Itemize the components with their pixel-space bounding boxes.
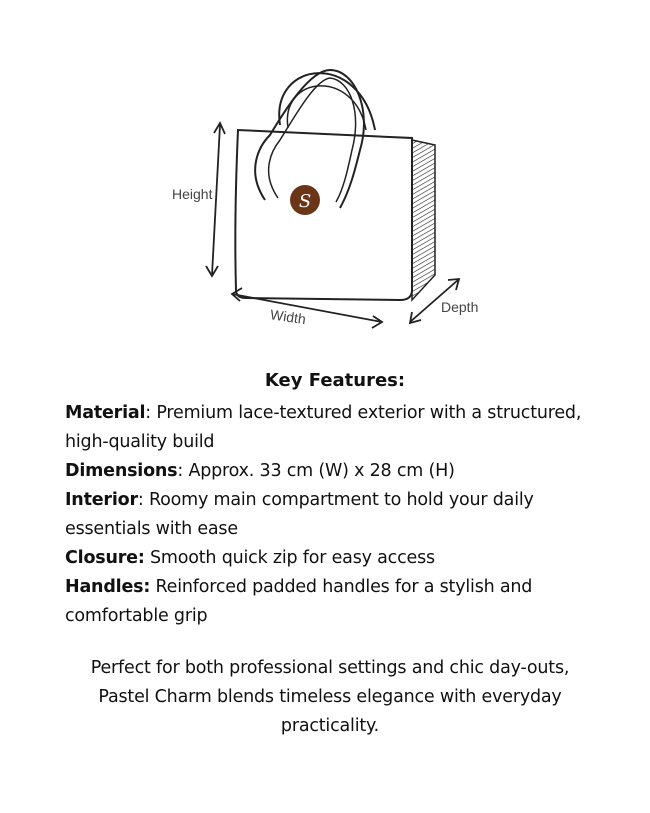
- feature-item: [65, 399, 605, 457]
- feature-separator: :: [177, 461, 184, 481]
- handbag-illustration: [150, 50, 490, 340]
- feature-item: [65, 544, 605, 573]
- feature-text: Smooth quick zip for easy access: [144, 548, 435, 568]
- side-gusset: [412, 140, 435, 300]
- feature-label: Closure:: [65, 548, 145, 568]
- bag-body: [235, 130, 412, 300]
- feature-text: Approx. 33 cm (W) x 28 cm (H): [183, 461, 455, 481]
- feature-label: Handles:: [65, 577, 151, 597]
- features-heading: Key Features:: [264, 370, 406, 391]
- feature-label: Dimensions: [65, 461, 178, 481]
- depth-label: Depth: [441, 299, 479, 315]
- key-features-section: [65, 366, 605, 631]
- feature-text: Roomy main compartment to hold your daily essentials with ease: [65, 490, 534, 539]
- feature-text: Reinforced padded handles for a stylish and comfortable grip: [65, 577, 533, 626]
- feature-item: [65, 573, 605, 631]
- feature-list: [65, 399, 605, 631]
- feature-separator: :: [145, 403, 151, 423]
- width-label: Width: [269, 306, 307, 328]
- closing-paragraph: Perfect for both professional settings and chic day-outs, Pastel Charm blends timeless elegance with everyday practicality.: [90, 658, 570, 736]
- feature-item: [65, 457, 605, 486]
- height-label: Height: [172, 186, 213, 202]
- feature-text: Premium lace-textured exterior with a structured, high-quality build: [65, 403, 582, 452]
- logo-letter: S: [298, 191, 312, 212]
- feature-item: [65, 486, 605, 544]
- feature-label: Interior: [65, 490, 138, 510]
- feature-label: Material: [65, 403, 146, 423]
- feature-separator: :: [137, 490, 144, 510]
